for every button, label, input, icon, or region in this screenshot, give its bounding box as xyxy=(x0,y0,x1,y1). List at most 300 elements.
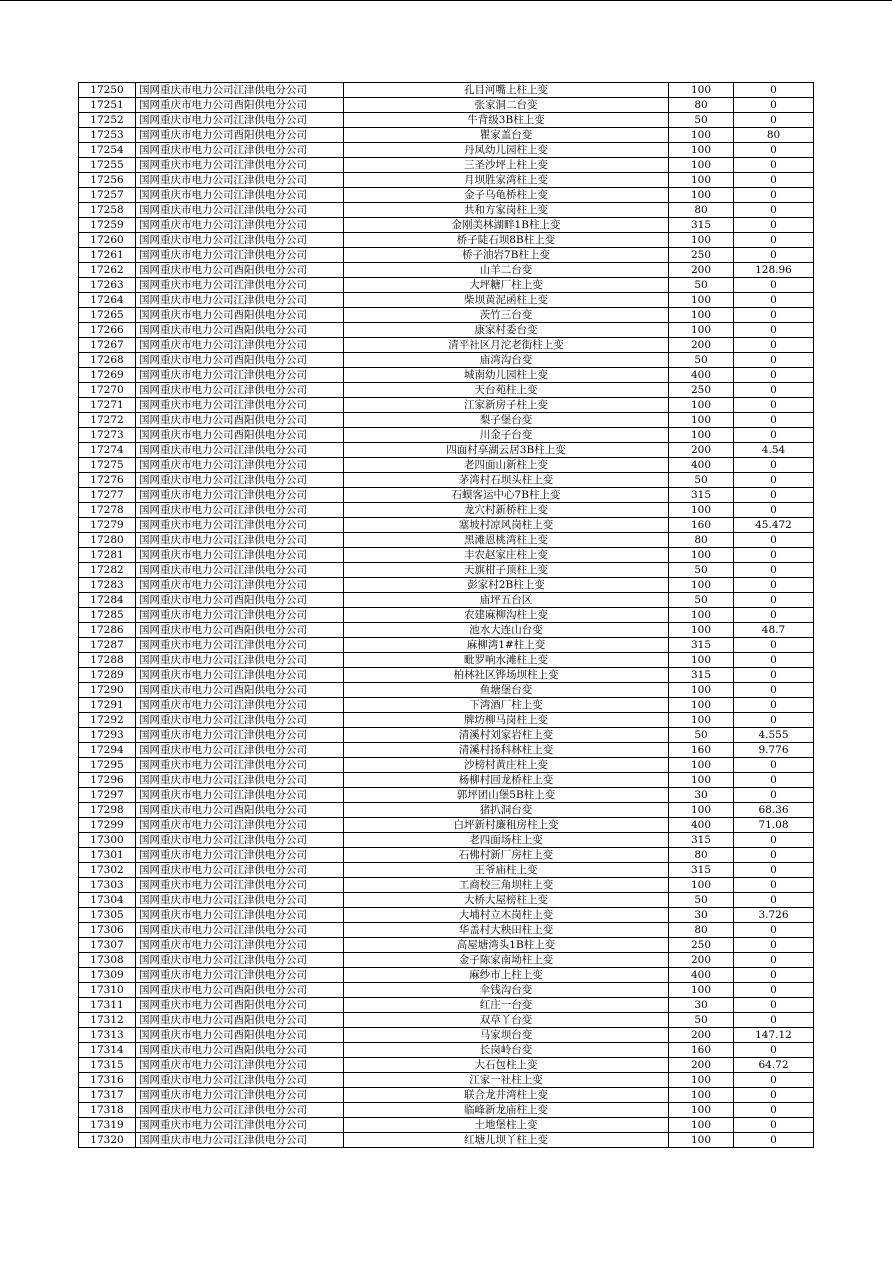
capacity-cell: 200 xyxy=(669,263,734,278)
capacity-cell: 80 xyxy=(669,203,734,218)
row-id-cell: 17317 xyxy=(79,1088,136,1103)
row-id-cell: 17310 xyxy=(79,983,136,998)
row-id-cell: 17286 xyxy=(79,623,136,638)
company-cell: 国网重庆市电力公司江津供电分公司 xyxy=(136,773,344,788)
transformer-name-cell: 孔目河嘴上柱上变 xyxy=(344,83,669,98)
value-cell: 4.54 xyxy=(734,443,814,458)
transformer-name-cell: 三圣沙坪上柱上变 xyxy=(344,158,669,173)
capacity-cell: 100 xyxy=(669,128,734,143)
company-cell: 国网重庆市电力公司江津供电分公司 xyxy=(136,473,344,488)
row-id-cell: 17267 xyxy=(79,338,136,353)
transformer-name-cell: 农建麻柳沟柱上变 xyxy=(344,608,669,623)
transformer-name-cell: 红庄一台变 xyxy=(344,998,669,1013)
capacity-cell: 50 xyxy=(669,353,734,368)
value-cell: 0 xyxy=(734,758,814,773)
row-id-cell: 17270 xyxy=(79,383,136,398)
company-cell: 国网重庆市电力公司江津供电分公司 xyxy=(136,1103,344,1118)
table-row xyxy=(79,113,814,128)
company-cell: 国网重庆市电力公司江津供电分公司 xyxy=(136,398,344,413)
company-cell: 国网重庆市电力公司酉阳供电分公司 xyxy=(136,308,344,323)
transformer-name-cell: 彭家村2B柱上变 xyxy=(344,578,669,593)
row-id-cell: 17293 xyxy=(79,728,136,743)
company-cell: 国网重庆市电力公司江津供电分公司 xyxy=(136,383,344,398)
row-id-cell: 17283 xyxy=(79,578,136,593)
company-cell: 国网重庆市电力公司江津供电分公司 xyxy=(136,968,344,983)
row-id-cell: 17312 xyxy=(79,1013,136,1028)
table-row xyxy=(79,1088,814,1103)
company-cell: 国网重庆市电力公司江津供电分公司 xyxy=(136,368,344,383)
transformer-name-cell: 天台苑柱上变 xyxy=(344,383,669,398)
capacity-cell: 400 xyxy=(669,818,734,833)
transformer-name-cell: 老四面山新柱上变 xyxy=(344,458,669,473)
company-cell: 国网重庆市电力公司酉阳供电分公司 xyxy=(136,683,344,698)
company-cell: 国网重庆市电力公司江津供电分公司 xyxy=(136,863,344,878)
company-cell: 国网重庆市电力公司江津供电分公司 xyxy=(136,1058,344,1073)
row-id-cell: 17320 xyxy=(79,1133,136,1148)
company-cell: 国网重庆市电力公司江津供电分公司 xyxy=(136,668,344,683)
company-cell: 国网重庆市电力公司江津供电分公司 xyxy=(136,653,344,668)
table-row xyxy=(79,1103,814,1118)
table-row xyxy=(79,368,814,383)
page-top-rule xyxy=(0,0,892,1)
transformer-name-cell: 石佛村新厂房柱上变 xyxy=(344,848,669,863)
company-cell: 国网重庆市电力公司酉阳供电分公司 xyxy=(136,1043,344,1058)
value-cell: 0 xyxy=(734,113,814,128)
table-row xyxy=(79,788,814,803)
transformer-name-cell: 梨子堡台变 xyxy=(344,413,669,428)
transformer-name-cell: 牛背级3B柱上变 xyxy=(344,113,669,128)
table-row xyxy=(79,383,814,398)
transformer-name-cell: 大桥大屋榜柱上变 xyxy=(344,893,669,908)
table-row xyxy=(79,203,814,218)
transformer-name-cell: 牌坊柳马岗柱上变 xyxy=(344,713,669,728)
table-row xyxy=(79,533,814,548)
transformer-name-cell: 王爷庙柱上变 xyxy=(344,863,669,878)
company-cell: 国网重庆市电力公司江津供电分公司 xyxy=(136,233,344,248)
company-cell: 国网重庆市电力公司江津供电分公司 xyxy=(136,278,344,293)
company-cell: 国网重庆市电力公司酉阳供电分公司 xyxy=(136,263,344,278)
capacity-cell: 315 xyxy=(669,863,734,878)
row-id-cell: 17275 xyxy=(79,458,136,473)
row-id-cell: 17257 xyxy=(79,188,136,203)
value-cell: 0 xyxy=(734,233,814,248)
capacity-cell: 160 xyxy=(669,518,734,533)
company-cell: 国网重庆市电力公司江津供电分公司 xyxy=(136,203,344,218)
table-body xyxy=(79,83,814,1148)
value-cell: 0 xyxy=(734,788,814,803)
company-cell: 国网重庆市电力公司江津供电分公司 xyxy=(136,548,344,563)
row-id-cell: 17262 xyxy=(79,263,136,278)
table-row xyxy=(79,803,814,818)
row-id-cell: 17276 xyxy=(79,473,136,488)
transformer-name-cell: 大石包柱上变 xyxy=(344,1058,669,1073)
row-id-cell: 17272 xyxy=(79,413,136,428)
table-row xyxy=(79,248,814,263)
transformer-name-cell: 江家一社柱上变 xyxy=(344,1073,669,1088)
company-cell: 国网重庆市电力公司江津供电分公司 xyxy=(136,638,344,653)
value-cell: 80 xyxy=(734,128,814,143)
table-row xyxy=(79,668,814,683)
capacity-cell: 315 xyxy=(669,218,734,233)
value-cell: 0 xyxy=(734,638,814,653)
value-cell: 0 xyxy=(734,323,814,338)
table-row xyxy=(79,953,814,968)
capacity-cell: 200 xyxy=(669,443,734,458)
capacity-cell: 50 xyxy=(669,563,734,578)
transformer-name-cell: 塞坡村凉风岗柱上变 xyxy=(344,518,669,533)
transformer-name-cell: 大坪糖厂柱上变 xyxy=(344,278,669,293)
value-cell: 0 xyxy=(734,878,814,893)
capacity-cell: 315 xyxy=(669,833,734,848)
value-cell: 0 xyxy=(734,293,814,308)
row-id-cell: 17256 xyxy=(79,173,136,188)
capacity-cell: 315 xyxy=(669,638,734,653)
company-cell: 国网重庆市电力公司江津供电分公司 xyxy=(136,893,344,908)
value-cell: 0 xyxy=(734,953,814,968)
row-id-cell: 17298 xyxy=(79,803,136,818)
row-id-cell: 17252 xyxy=(79,113,136,128)
table-row xyxy=(79,713,814,728)
row-id-cell: 17291 xyxy=(79,698,136,713)
value-cell: 0 xyxy=(734,158,814,173)
value-cell: 0 xyxy=(734,188,814,203)
value-cell: 0 xyxy=(734,488,814,503)
row-id-cell: 17308 xyxy=(79,953,136,968)
row-id-cell: 17287 xyxy=(79,638,136,653)
row-id-cell: 17297 xyxy=(79,788,136,803)
table-row xyxy=(79,578,814,593)
row-id-cell: 17306 xyxy=(79,923,136,938)
capacity-cell: 100 xyxy=(669,83,734,98)
transformer-name-cell: 清平社区月沱老街柱上变 xyxy=(344,338,669,353)
transformer-name-cell: 茅湾村石坝头柱上变 xyxy=(344,473,669,488)
transformer-name-cell: 清溪村扬科林柱上变 xyxy=(344,743,669,758)
transformer-name-cell: 伞钱沟台变 xyxy=(344,983,669,998)
row-id-cell: 17254 xyxy=(79,143,136,158)
capacity-cell: 50 xyxy=(669,113,734,128)
transformer-name-cell: 老四面场柱上变 xyxy=(344,833,669,848)
transformer-name-cell: 猪扒洞台变 xyxy=(344,803,669,818)
table-row xyxy=(79,1043,814,1058)
transformer-name-cell: 桥子陡石坝8B柱上变 xyxy=(344,233,669,248)
capacity-cell: 30 xyxy=(669,788,734,803)
table-row xyxy=(79,1028,814,1043)
transformer-name-cell: 丹凤幼儿园柱上变 xyxy=(344,143,669,158)
transformer-name-cell: 金子乌龟桥柱上变 xyxy=(344,188,669,203)
transformer-name-cell: 康家村委台变 xyxy=(344,323,669,338)
table-row xyxy=(79,1133,814,1148)
company-cell: 国网重庆市电力公司酉阳供电分公司 xyxy=(136,983,344,998)
row-id-cell: 17268 xyxy=(79,353,136,368)
row-id-cell: 17305 xyxy=(79,908,136,923)
capacity-cell: 100 xyxy=(669,173,734,188)
row-id-cell: 17251 xyxy=(79,98,136,113)
company-cell: 国网重庆市电力公司江津供电分公司 xyxy=(136,1073,344,1088)
table-row xyxy=(79,1058,814,1073)
capacity-cell: 100 xyxy=(669,698,734,713)
transformer-name-cell: 山羊二台变 xyxy=(344,263,669,278)
capacity-cell: 50 xyxy=(669,593,734,608)
company-cell: 国网重庆市电力公司江津供电分公司 xyxy=(136,923,344,938)
capacity-cell: 100 xyxy=(669,773,734,788)
capacity-cell: 250 xyxy=(669,383,734,398)
row-id-cell: 17260 xyxy=(79,233,136,248)
capacity-cell: 100 xyxy=(669,293,734,308)
value-cell: 0 xyxy=(734,773,814,788)
capacity-cell: 80 xyxy=(669,98,734,113)
table-row xyxy=(79,293,814,308)
company-cell: 国网重庆市电力公司江津供电分公司 xyxy=(136,248,344,263)
value-cell: 0 xyxy=(734,653,814,668)
value-cell: 0 xyxy=(734,938,814,953)
company-cell: 国网重庆市电力公司江津供电分公司 xyxy=(136,1118,344,1133)
transformer-name-cell: 柴坝黄泥函柱上变 xyxy=(344,293,669,308)
value-cell: 0 xyxy=(734,998,814,1013)
company-cell: 国网重庆市电力公司江津供电分公司 xyxy=(136,503,344,518)
transformer-name-cell: 土地堡柱上变 xyxy=(344,1118,669,1133)
value-cell: 0 xyxy=(734,548,814,563)
transformer-name-cell: 张家洞二台变 xyxy=(344,98,669,113)
table-row xyxy=(79,218,814,233)
transformer-name-cell: 华盖村大秧田柱上变 xyxy=(344,923,669,938)
transformer-name-cell: 四面村享湖云居3B柱上变 xyxy=(344,443,669,458)
row-id-cell: 17277 xyxy=(79,488,136,503)
transformer-name-cell: 丰农赵家庄柱上变 xyxy=(344,548,669,563)
value-cell: 0 xyxy=(734,833,814,848)
row-id-cell: 17284 xyxy=(79,593,136,608)
capacity-cell: 200 xyxy=(669,953,734,968)
row-id-cell: 17281 xyxy=(79,548,136,563)
company-cell: 国网重庆市电力公司江津供电分公司 xyxy=(136,608,344,623)
value-cell: 0 xyxy=(734,1103,814,1118)
row-id-cell: 17285 xyxy=(79,608,136,623)
company-cell: 国网重庆市电力公司江津供电分公司 xyxy=(136,938,344,953)
row-id-cell: 17301 xyxy=(79,848,136,863)
value-cell: 0 xyxy=(734,713,814,728)
company-cell: 国网重庆市电力公司江津供电分公司 xyxy=(136,443,344,458)
row-id-cell: 17250 xyxy=(79,83,136,98)
capacity-cell: 100 xyxy=(669,683,734,698)
row-id-cell: 17313 xyxy=(79,1028,136,1043)
transformer-name-cell: 金子陈家南坳柱上变 xyxy=(344,953,669,968)
transformer-name-cell: 下湾酒厂柱上变 xyxy=(344,698,669,713)
company-cell: 国网重庆市电力公司酉阳供电分公司 xyxy=(136,998,344,1013)
table-row xyxy=(79,818,814,833)
value-cell: 0 xyxy=(734,398,814,413)
value-cell: 0 xyxy=(734,1133,814,1148)
value-cell: 0 xyxy=(734,1043,814,1058)
company-cell: 国网重庆市电力公司江津供电分公司 xyxy=(136,578,344,593)
row-id-cell: 17302 xyxy=(79,863,136,878)
capacity-cell: 200 xyxy=(669,1058,734,1073)
table-row xyxy=(79,758,814,773)
capacity-cell: 100 xyxy=(669,713,734,728)
transformer-name-cell: 天旗柑子顶柱上变 xyxy=(344,563,669,578)
value-cell: 0 xyxy=(734,698,814,713)
row-id-cell: 17282 xyxy=(79,563,136,578)
value-cell: 0 xyxy=(734,608,814,623)
value-cell: 0 xyxy=(734,1088,814,1103)
table-row xyxy=(79,413,814,428)
table-row xyxy=(79,338,814,353)
capacity-cell: 250 xyxy=(669,938,734,953)
company-cell: 国网重庆市电力公司江津供电分公司 xyxy=(136,953,344,968)
transformer-name-cell: 红塘儿坝丫柱上变 xyxy=(344,1133,669,1148)
table-row xyxy=(79,488,814,503)
company-cell: 国网重庆市电力公司江津供电分公司 xyxy=(136,698,344,713)
transformer-name-cell: 共和方家岗柱上变 xyxy=(344,203,669,218)
transformer-name-cell: 长岗岭台变 xyxy=(344,1043,669,1058)
table-row xyxy=(79,563,814,578)
company-cell: 国网重庆市电力公司江津供电分公司 xyxy=(136,458,344,473)
company-cell: 国网重庆市电力公司江津供电分公司 xyxy=(136,188,344,203)
value-cell: 48.7 xyxy=(734,623,814,638)
capacity-cell: 100 xyxy=(669,323,734,338)
transformer-name-cell: 麻纱市上柱上变 xyxy=(344,968,669,983)
company-cell: 国网重庆市电力公司江津供电分公司 xyxy=(136,728,344,743)
row-id-cell: 17263 xyxy=(79,278,136,293)
company-cell: 国网重庆市电力公司江津供电分公司 xyxy=(136,848,344,863)
table-row xyxy=(79,443,814,458)
row-id-cell: 17307 xyxy=(79,938,136,953)
company-cell: 国网重庆市电力公司江津供电分公司 xyxy=(136,758,344,773)
table-row xyxy=(79,83,814,98)
company-cell: 国网重庆市电力公司酉阳供电分公司 xyxy=(136,593,344,608)
value-cell: 45.472 xyxy=(734,518,814,533)
capacity-cell: 100 xyxy=(669,1103,734,1118)
transformer-name-cell: 马家坝台变 xyxy=(344,1028,669,1043)
row-id-cell: 17311 xyxy=(79,998,136,1013)
company-cell: 国网重庆市电力公司酉阳供电分公司 xyxy=(136,98,344,113)
value-cell: 0 xyxy=(734,503,814,518)
value-cell: 0 xyxy=(734,863,814,878)
value-cell: 0 xyxy=(734,143,814,158)
table-row xyxy=(79,503,814,518)
transformer-name-cell: 月坝胜家湾柱上变 xyxy=(344,173,669,188)
company-cell: 国网重庆市电力公司酉阳供电分公司 xyxy=(136,128,344,143)
capacity-cell: 100 xyxy=(669,398,734,413)
capacity-cell: 80 xyxy=(669,533,734,548)
row-id-cell: 17294 xyxy=(79,743,136,758)
company-cell: 国网重庆市电力公司江津供电分公司 xyxy=(136,833,344,848)
company-cell: 国网重庆市电力公司江津供电分公司 xyxy=(136,533,344,548)
capacity-cell: 160 xyxy=(669,1043,734,1058)
table-row xyxy=(79,173,814,188)
value-cell: 9.776 xyxy=(734,743,814,758)
capacity-cell: 200 xyxy=(669,338,734,353)
row-id-cell: 17280 xyxy=(79,533,136,548)
table-row xyxy=(79,983,814,998)
table-row xyxy=(79,908,814,923)
capacity-cell: 30 xyxy=(669,998,734,1013)
table-row xyxy=(79,938,814,953)
table-row xyxy=(79,833,814,848)
company-cell: 国网重庆市电力公司江津供电分公司 xyxy=(136,1133,344,1148)
transformer-name-cell: 沙榜村黄庄柱上变 xyxy=(344,758,669,773)
capacity-cell: 100 xyxy=(669,158,734,173)
value-cell: 147.12 xyxy=(734,1028,814,1043)
capacity-cell: 100 xyxy=(669,758,734,773)
value-cell: 0 xyxy=(734,83,814,98)
transformer-name-cell: 江家新房子柱上变 xyxy=(344,398,669,413)
table-row xyxy=(79,398,814,413)
row-id-cell: 17259 xyxy=(79,218,136,233)
transformer-name-cell: 工商校三角坝柱上变 xyxy=(344,878,669,893)
row-id-cell: 17278 xyxy=(79,503,136,518)
company-cell: 国网重庆市电力公司酉阳供电分公司 xyxy=(136,428,344,443)
transformer-name-cell: 桥子油岩7B柱上变 xyxy=(344,248,669,263)
table-row xyxy=(79,473,814,488)
capacity-cell: 100 xyxy=(669,188,734,203)
company-cell: 国网重庆市电力公司江津供电分公司 xyxy=(136,713,344,728)
capacity-cell: 50 xyxy=(669,278,734,293)
capacity-cell: 100 xyxy=(669,578,734,593)
row-id-cell: 17265 xyxy=(79,308,136,323)
table-row xyxy=(79,263,814,278)
capacity-cell: 50 xyxy=(669,728,734,743)
row-id-cell: 17296 xyxy=(79,773,136,788)
table-row xyxy=(79,458,814,473)
company-cell: 国网重庆市电力公司江津供电分公司 xyxy=(136,83,344,98)
table-row xyxy=(79,188,814,203)
table-row xyxy=(79,998,814,1013)
table-row xyxy=(79,128,814,143)
value-cell: 0 xyxy=(734,1073,814,1088)
capacity-cell: 400 xyxy=(669,968,734,983)
row-id-cell: 17309 xyxy=(79,968,136,983)
transformer-name-cell: 金刚美林湖畔1B柱上变 xyxy=(344,218,669,233)
transformer-name-cell: 双草丫台变 xyxy=(344,1013,669,1028)
value-cell: 0 xyxy=(734,683,814,698)
company-cell: 国网重庆市电力公司酉阳供电分公司 xyxy=(136,803,344,818)
table-row xyxy=(79,548,814,563)
company-cell: 国网重庆市电力公司江津供电分公司 xyxy=(136,518,344,533)
company-cell: 国网重庆市电力公司江津供电分公司 xyxy=(136,743,344,758)
table-row xyxy=(79,728,814,743)
table-row xyxy=(79,98,814,113)
value-cell: 0 xyxy=(734,173,814,188)
company-cell: 国网重庆市电力公司江津供电分公司 xyxy=(136,878,344,893)
company-cell: 国网重庆市电力公司江津供电分公司 xyxy=(136,143,344,158)
table-row xyxy=(79,353,814,368)
transformer-name-cell: 高屋塘湾头1B柱上变 xyxy=(344,938,669,953)
capacity-cell: 100 xyxy=(669,608,734,623)
value-cell: 0 xyxy=(734,593,814,608)
table-row xyxy=(79,1013,814,1028)
company-cell: 国网重庆市电力公司江津供电分公司 xyxy=(136,818,344,833)
row-id-cell: 17261 xyxy=(79,248,136,263)
capacity-cell: 250 xyxy=(669,248,734,263)
table-row xyxy=(79,638,814,653)
row-id-cell: 17289 xyxy=(79,668,136,683)
capacity-cell: 100 xyxy=(669,1118,734,1133)
value-cell: 4.555 xyxy=(734,728,814,743)
transformer-name-cell: 城南幼儿园柱上变 xyxy=(344,368,669,383)
capacity-cell: 50 xyxy=(669,473,734,488)
company-cell: 国网重庆市电力公司江津供电分公司 xyxy=(136,293,344,308)
row-id-cell: 17299 xyxy=(79,818,136,833)
value-cell: 0 xyxy=(734,533,814,548)
value-cell: 64.72 xyxy=(734,1058,814,1073)
company-cell: 国网重庆市电力公司酉阳供电分公司 xyxy=(136,413,344,428)
table-row xyxy=(79,683,814,698)
table-row xyxy=(79,308,814,323)
table-row xyxy=(79,1118,814,1133)
table-row xyxy=(79,428,814,443)
table-row xyxy=(79,1073,814,1088)
value-cell: 0 xyxy=(734,1013,814,1028)
table-row xyxy=(79,653,814,668)
